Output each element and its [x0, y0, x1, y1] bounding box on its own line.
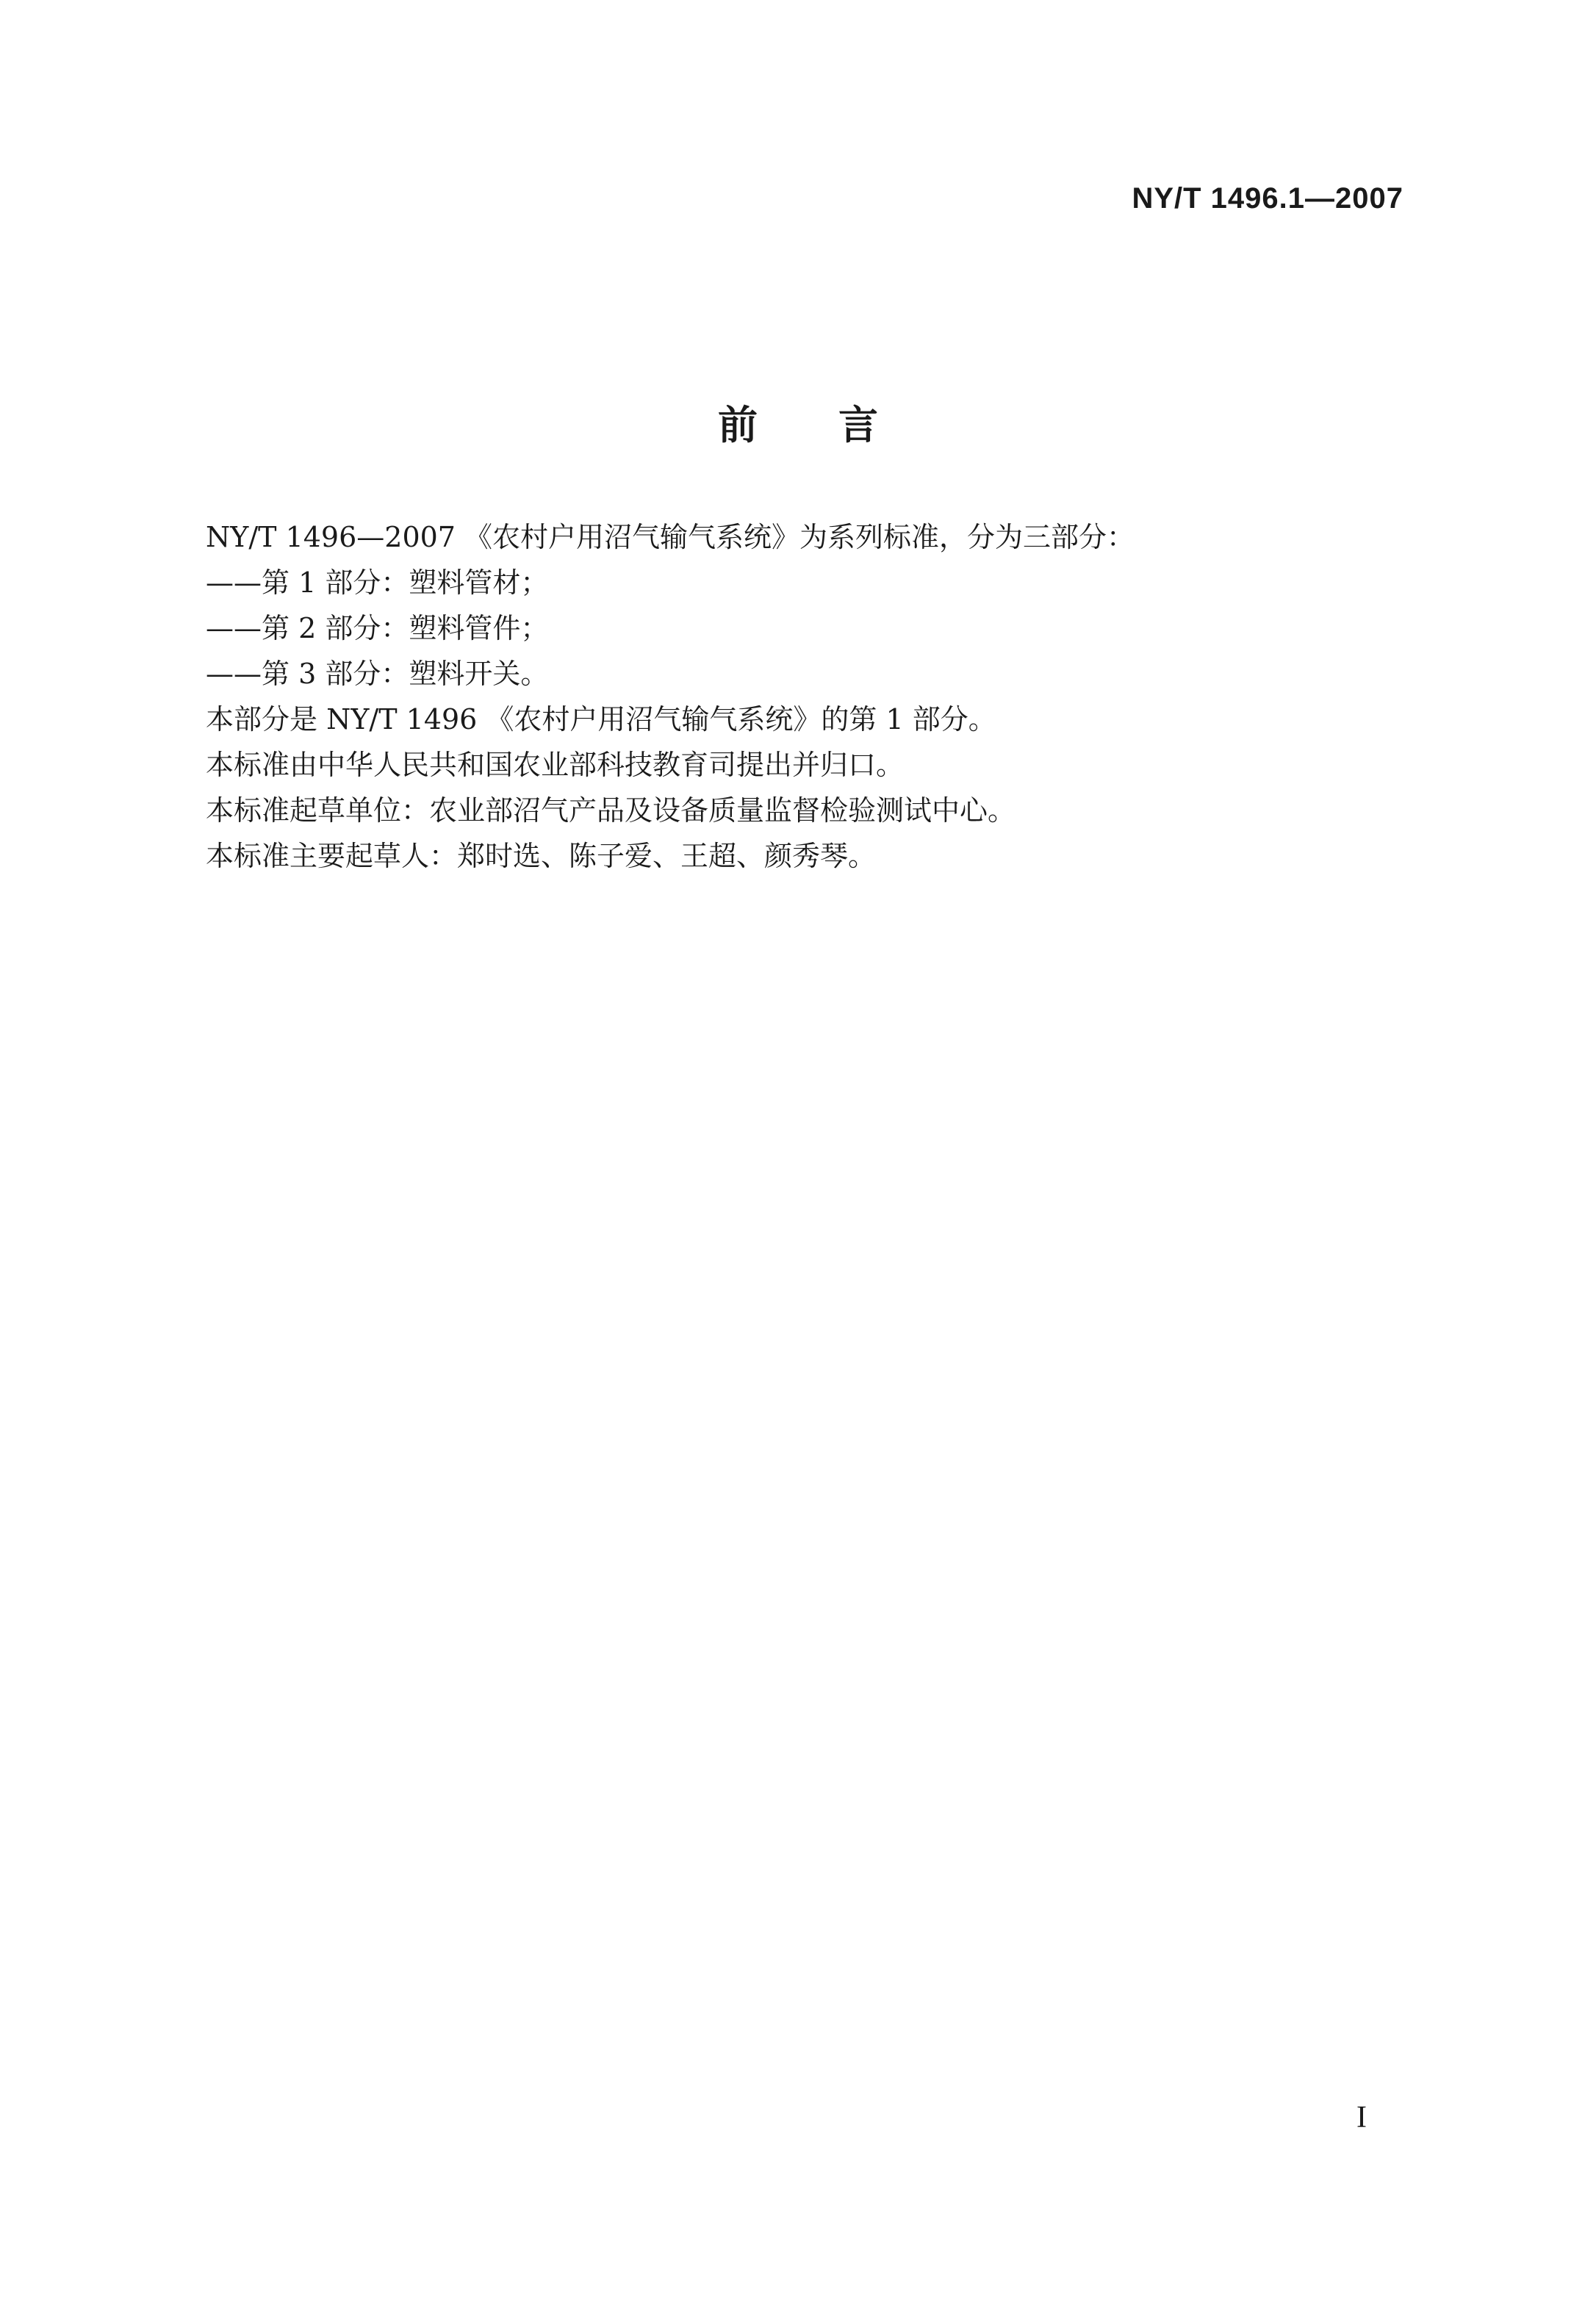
- page-title: 前言: [718, 402, 959, 448]
- standard-code: NY/T 1496.1—2007: [1132, 182, 1403, 215]
- page-number: I: [1356, 2101, 1367, 2134]
- list-item-part-3: ——第 3 部分：塑料开关。: [206, 658, 549, 690]
- paragraph-drafting-unit: 本标准起草单位：农业部沼气产品及设备质量监督检验测试中心。: [206, 794, 1016, 827]
- paragraph-series-intro: NY/T 1496—2007 《农村户用沼气输气系统》为系列标准，分为三部分：: [206, 521, 1135, 553]
- paragraph-proposer: 本标准由中华人民共和国农业部科技教育司提出并归口。: [206, 749, 905, 781]
- list-item-part-1: ——第 1 部分：塑料管材；: [206, 566, 549, 599]
- list-item-part-2: ——第 2 部分：塑料管件；: [206, 612, 549, 644]
- paragraph-part-statement: 本部分是 NY/T 1496 《农村户用沼气输气系统》的第 1 部分。: [206, 703, 996, 735]
- paragraph-drafters: 本标准主要起草人：郑时选、陈子爱、王超、颜秀琴。: [206, 840, 877, 872]
- foreword-body: [206, 514, 1396, 879]
